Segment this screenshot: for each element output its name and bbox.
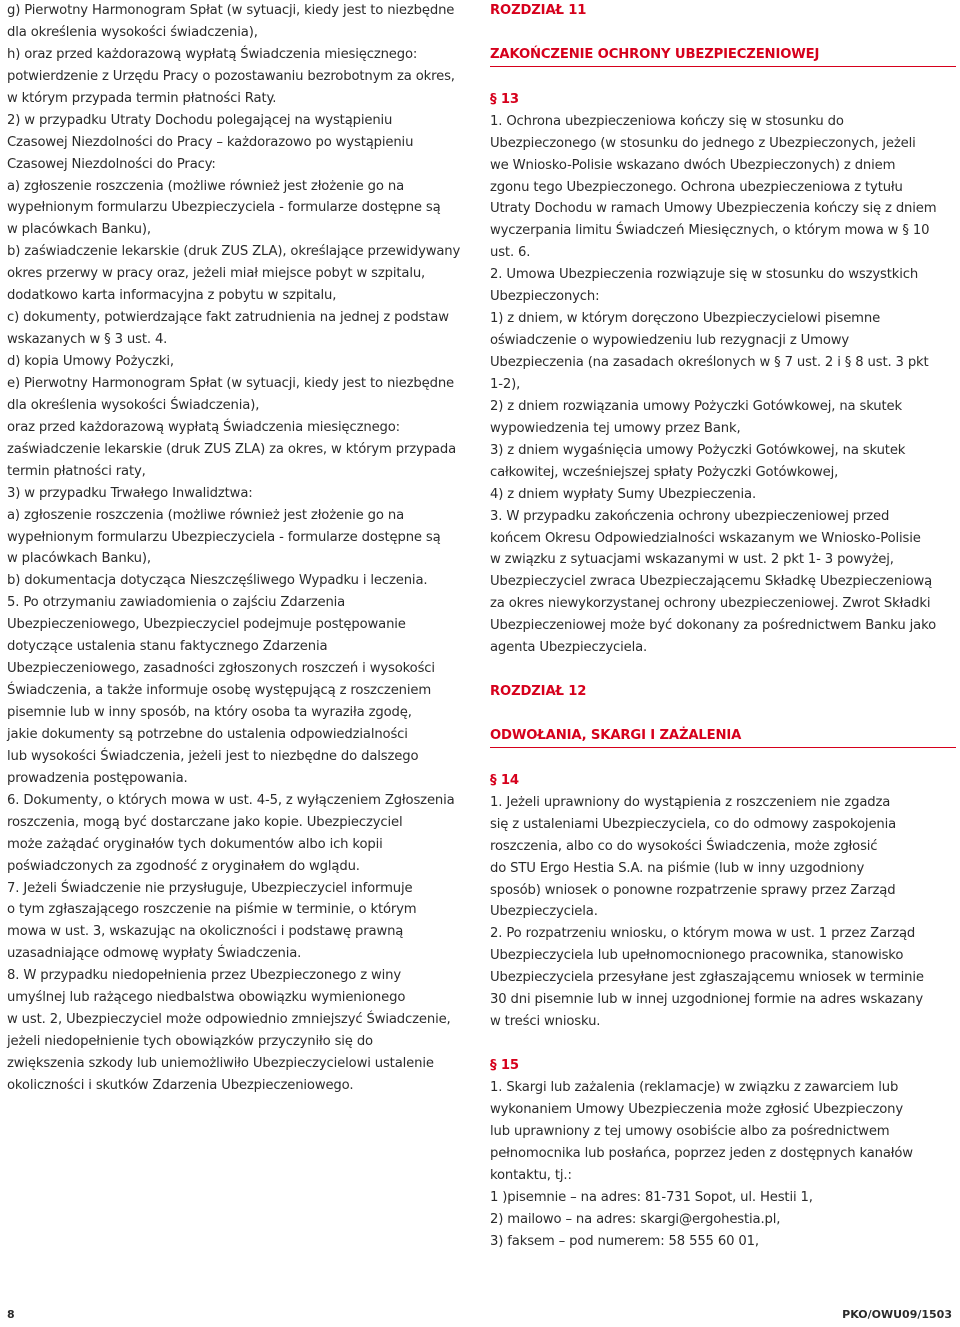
text-line: pisemnie lub w inny sposób, na który osoba ta wyraziła zgodę, [7,705,412,720]
text-line: 3) faksem – pod numerem: 58 555 60 01, [490,1233,759,1249]
text-line: b) dokumentacja dotycząca Nieszczęśliwego Wypadku i leczenia. [7,573,428,589]
text-line: okres przerwy w pracy oraz, jeżeli miał miejsce pobyt w szpitalu, [7,266,426,282]
text-line: g) Pierwotny Harmonogram Spłat (w sytuacji, kiedy jest to niezbędne [7,3,455,18]
text-line: Ubezpieczonych: [490,289,600,305]
text-line: ust. 6. [490,245,531,261]
text-line: jakie dokumenty są potrzebne do ustalenia odpowiedzialności [7,726,408,742]
text-line: Ubezpieczeniowej może być dokonany za pośrednictwem Banku jako [490,618,937,634]
text-line: 3) w przypadku Trwałego Inwalidztwa: [7,485,253,501]
text-line: 6. Dokumenty, o których mowa w ust. 4-5, z wyłączeniem Zgłoszenia [7,792,455,808]
text-line: 2) z dniem rozwiązania umowy Pożyczki Gotówkowej, na skutek [490,398,902,414]
text-line: w placówkach Banku), [7,551,151,567]
text-line: wypełnionym formularzu Ubezpieczyciela - formularze dostępne są [7,200,441,216]
section-15-heading: § 15 [490,1058,519,1073]
text-line: wyczerpania limitu Świadczeń Miesięcznych, o którym mowa w § 10 [490,223,930,239]
text-line: roszczenia, mogą być dostarczane jako kopie. Ubezpieczyciel [7,814,403,830]
text-line: Świadczenia, a także informuje osobę występującą z roszczeniem [7,683,432,699]
text-line: kontaktu, tj.: [490,1167,572,1183]
text-line: 1. Jeżeli uprawniony do wystąpienia z roszczeniem nie zgadza [490,794,891,810]
text-line: Ubezpieczeniowego, zasadności zgłoszonych roszczeń i wysokości [7,661,435,677]
text-line: Ubezpieczenia (na zasadach określonych w § 7 ust. 2 i § 8 ust. 3 pkt [490,355,929,370]
text-line: o tym zgłaszającego roszczenie na piśmie w terminie, o którym [7,902,417,918]
text-line: Utraty Dochodu w ramach Umowy Ubezpieczenia kończy się z dniem [490,201,937,217]
text-line: dodatkowo karta informacyjna z pobytu w szpitalu, [7,288,337,304]
text-line: Czasowej Niezdolności do Pracy – każdorazowo po wystąpieniu [7,134,414,150]
chapter-11-title: ZAKOŃCZENIE OCHRONY UBEZPIECZENIOWEJ [490,46,820,62]
text-line: 30 dni pisemnie lub w innej uzgodnionej formie na adres wskazany [490,992,923,1008]
text-line: oświadczenie o wypowiedzeniu lub rezygnacji z Umowy [490,333,850,349]
text-line: w ust. 2, Ubezpieczyciel może odpowiednio zmniejszyć Świadczenie, [7,1012,451,1028]
text-line: dla określenia wysokości Świadczenia), [7,397,260,413]
text-line: Czasowej Niezdolności do Pracy: [7,156,216,172]
text-line: 7. Jeżeli Świadczenie nie przysługuje, Ubezpieczyciel informuje [7,880,413,896]
text-line: 1-2), [490,376,521,392]
text-line: Ubezpieczyciela przesyłane jest zgłaszającemu wniosek w terminie [490,970,924,986]
text-line: e) Pierwotny Harmonogram Spłat (w sytuacji, kiedy jest to niezbędne [7,375,454,391]
text-line: we Wniosko-Polisie wskazano dwóch Ubezpieczonych) z dniem [490,157,896,173]
text-line: termin płatności raty, [7,463,146,479]
text-line: okoliczności i skutków Zdarzenia Ubezpieczeniowego. [7,1077,354,1093]
text-line: Ubezpieczonego (w stosunku do jednego z Ubezpieczonych, jeżeli [490,135,916,151]
text-line: lub uprawniony z tej umowy osobiście albo za pośrednictwem [490,1123,890,1139]
text-line: jeżeli niedopełnienie tych obowiązków przyczyniło się do [7,1034,373,1050]
text-line: 2) mailowo – na adres: skargi@ergohestia.pl, [490,1211,781,1227]
section-14-heading: § 14 [490,772,519,788]
text-line: a) zgłoszenie roszczenia (możliwe również jest złożenie go na [7,507,405,523]
text-line: końcem Okresu Odpowiedzialności wskazanym we Wniosko-Polisie [490,530,921,546]
chapter-12-label: ROZDZIAŁ 12 [490,684,587,700]
text-line: sposób) wniosek o ponowne rozpatrzenie sprawy przez Zarząd [490,882,896,898]
text-line: poświadczonych za zgodność z oryginałem do wglądu. [7,858,360,874]
text-line: c) dokumenty, potwierdzające fakt zatrudnienia na jednej z podstaw [7,310,449,326]
section-15-body [490,1077,956,1253]
text-line: 2. Umowa Ubezpieczenia rozwiązuje się w stosunku do wszystkich [490,267,919,283]
text-line: do STU Ergo Hestia S.A. na piśmie (lub w inny uzgodniony [490,860,865,876]
section-13-heading: § 13 [490,91,519,107]
text-line: wypowiedzenia tej umowy przez Bank, [490,420,741,436]
left-column [7,0,477,1097]
text-line: zgonu tego Ubezpieczonego. Ochrona ubezpieczeniowa z tytułu [490,179,903,195]
text-line: 5. Po otrzymaniu zawiadomienia o zajściu Zdarzenia [7,595,346,611]
page-number: 8 [7,1308,15,1321]
text-line: Ubezpieczeniowego, Ubezpieczyciel podejmuje postępowanie [7,617,406,633]
text-line: może zażądać oryginałów tych dokumentów albo ich kopii [7,836,383,852]
text-line: w którym przypada termin płatności Raty. [7,90,277,106]
text-line: 3. W przypadku zakończenia ochrony ubezpieczeniowej przed [490,508,890,524]
text-line: potwierdzenie z Urzędu Pracy o pozostawaniu bezrobotnym za okres, [7,68,455,84]
text-line: mowa w ust. 3, wskazując na okoliczności i podstawę prawną [7,924,404,940]
text-line: w związku z sytuacjami wskazanymi w ust. 2 pkt 1- 3 powyżej, [490,552,894,568]
text-line: prowadzenia postępowania. [7,770,188,786]
text-line: całkowitej, wcześniejszej spłaty Pożyczki Gotówkowej, [490,464,839,480]
text-line: wykonaniem Umowy Ubezpieczenia może zgłosić Ubezpieczony [490,1101,904,1117]
chapter-11-label: ROZDZIAŁ 11 [490,3,587,18]
text-line: agenta Ubezpieczyciela. [490,640,648,656]
right-column [490,0,956,1252]
section-14-body [490,792,956,1033]
text-line: Ubezpieczyciel zwraca Ubezpieczającemu Składkę Ubezpieczeniową [490,574,933,590]
text-line: 3) z dniem wygaśnięcia umowy Pożyczki Gotówkowej, na skutek [490,442,906,458]
text-line: 1. Ochrona ubezpieczeniowa kończy się w stosunku do [490,113,844,129]
text-line: umyślnej lub rażącego niedbalstwa obowiązku wymienionego [7,990,406,1006]
text-line: uzasadniające odmowę wypłaty Świadczenia. [7,946,302,962]
section-13-body [490,111,956,659]
text-line: w treści wniosku. [490,1014,601,1030]
text-line: lub wysokości Świadczenia, jeżeli jest to niezbędne do dalszego [7,748,419,764]
text-line: się z ustaleniami Ubezpieczyciela, co do odmowy zaspokojenia [490,816,897,832]
text-line: w placówkach Banku), [7,222,151,238]
text-line: 1) z dniem, w którym doręczono Ubezpieczycielowi pisemne [490,311,881,327]
text-line: Ubezpieczyciela. [490,904,598,920]
text-line: 4) z dniem wypłaty Sumy Ubezpieczenia. [490,486,757,502]
text-line: za okres niewykorzystanej ochrony ubezpieczeniowej. Zwrot Składki [490,596,931,612]
text-line: zaświadczenie lekarskie (druk ZUS ZLA) za okres, w którym przypada [7,441,457,457]
text-line: wskazanych w § 3 ust. 4. [7,332,168,348]
text-line: dotyczące ustalenia stanu faktycznego Zdarzenia [7,639,328,655]
text-line: d) kopia Umowy Pożyczki, [7,354,174,369]
text-line: pełnomocnika lub posłańca, poprzez jeden z dostępnych kanałów [490,1145,913,1161]
text-line: 2) w przypadku Utraty Dochodu polegającej na wystąpieniu [7,112,393,128]
text-line: 2. Po rozpatrzeniu wniosku, o którym mowa w ust. 1 przez Zarząd [490,926,916,942]
text-line: b) zaświadczenie lekarskie (druk ZUS ZLA), określające przewidywany [7,244,461,260]
text-line: wypełnionym formularzu Ubezpieczyciela - formularze dostępne są [7,529,441,545]
document-code: PKO/OWU09/1503 [842,1308,952,1321]
text-line: h) oraz przed każdorazową wypłatą Świadczenia miesięcznego: [7,46,418,62]
chapter-12-title: ODWOŁANIA, SKARGI I ZAŻALENIA [490,727,742,743]
text-line: 8. W przypadku niedopełnienia przez Ubezpieczonego z winy [7,968,402,984]
text-line: zwiększenia szkody lub uniemożliwiło Ubezpieczycielowi ustalenie [7,1056,434,1071]
text-line: roszczenia, albo co do wysokości Świadczenia, może zgłosić [490,838,878,854]
text-line: 1 )pisemnie – na adres: 81-731 Sopot, ul. Hestii 1, [490,1189,813,1205]
text-line: Ubezpieczyciela lub upełnomocnionego pracownika, stanowisko [490,948,904,964]
text-line: 1. Skargi lub zażalenia (reklamacje) w związku z zawarciem lub [490,1079,899,1095]
text-line: a) zgłoszenie roszczenia (możliwe również jest złożenie go na [7,178,405,194]
text-line: dla określenia wysokości świadczenia), [7,24,258,40]
text-line: oraz przed każdorazową wypłatą Świadczenia miesięcznego: [7,419,400,435]
